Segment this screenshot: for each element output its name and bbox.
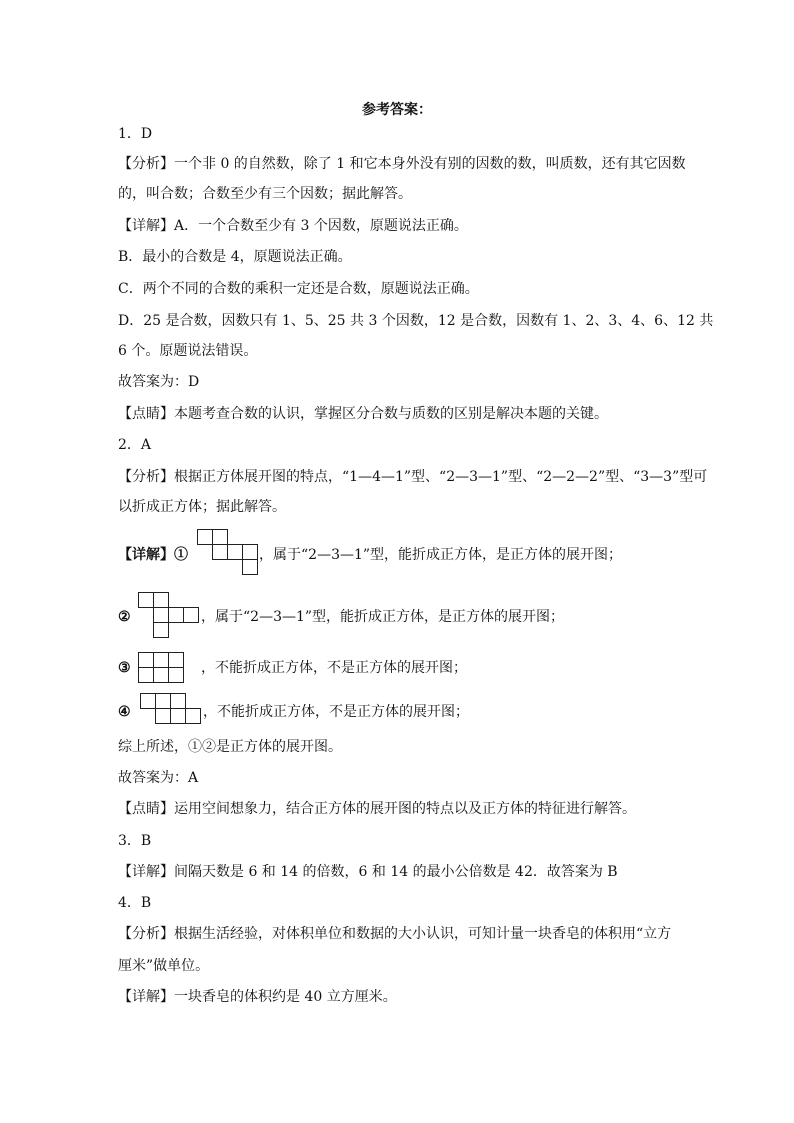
- answer-4-detail: 【详解】一块香皂的体积约是 40 立方厘米。: [118, 989, 397, 1005]
- answer-1-detail-d1: D．25 是合数，因数只有 1、5、25 共 3 个因数，12 是合数，因数有 1、2、3、4、6、12 共: [118, 313, 714, 329]
- net-1-text: ，属于“2—3—1”型，能折成正方体，是正方体的展开图；: [259, 547, 623, 563]
- net-3-text: ，不能折成正方体，不是正方体的展开图；: [201, 660, 467, 676]
- answer-1-analysis-b: 的，叫合数；合数至少有三个因数；据此解答。: [118, 186, 412, 202]
- cube-net-1-diagram: [197, 529, 259, 577]
- answer-2-number: 2．A: [118, 437, 152, 453]
- answer-1-detail-c: C．两个不同的合数的乘积一定还是合数，原题说法正确。: [118, 281, 479, 297]
- answer-1-detail-a: 【详解】A．一个合数至少有 3 个因数，原题说法正确。: [118, 218, 468, 234]
- answer-2-analysis-a: 【分析】根据正方体展开图的特点，“1—4—1”型、“2—3—1”型、“2—2—2”型、“3—3”型可: [118, 469, 708, 485]
- answer-2-summary: 综上所述，①②是正方体的展开图。: [118, 739, 342, 755]
- answer-1-analysis-a: 【分析】一个非 0 的自然数，除了 1 和它本身外没有别的因数的数，叫质数，还有其它因数: [118, 156, 686, 172]
- net-2-prefix: ②: [118, 609, 131, 625]
- net-4-text: ，不能折成正方体，不是正方体的展开图；: [203, 704, 469, 720]
- answer-3-detail: 【详解】间隔天数是 6 和 14 的倍数，6 和 14 的最小公倍数是 42．故答案为 B: [118, 864, 618, 880]
- net-3-prefix: ③: [118, 660, 131, 676]
- answer-2-result: 故答案为：A: [118, 770, 199, 786]
- answer-3-number: 3．B: [118, 833, 152, 849]
- net-2-text: ，属于“2—3—1”型，能折成正方体，是正方体的展开图；: [201, 609, 565, 625]
- answer-4-number: 4．B: [118, 895, 152, 911]
- answer-2-comment: 【点睛】运用空间想象力，结合正方体的展开图的特点以及正方体的特征进行解答。: [118, 801, 636, 817]
- answer-1-result: 故答案为：D: [118, 374, 200, 390]
- answer-4-analysis-a: 【分析】根据生活经验，对体积单位和数据的大小认识，可知计量一块香皂的体积用“立方: [118, 926, 672, 942]
- cube-net-2-diagram: [138, 592, 200, 640]
- net-1-prefix: 【详解】①: [118, 547, 188, 563]
- answer-1-number: 1．D: [118, 126, 153, 142]
- answer-4-analysis-b: 厘米”做单位。: [118, 958, 210, 974]
- answer-1-detail-d2: 6 个。原题说法错误。: [118, 343, 258, 359]
- cube-net-4-diagram: [140, 693, 202, 725]
- answer-1-comment: 【点睛】本题考查合数的认识，掌握区分合数与质数的区别是解决本题的关键。: [118, 406, 608, 422]
- answer-1-detail-b: B．最小的合数是 4，原题说法正确。: [118, 249, 352, 265]
- answer-2-analysis-b: 以折成正方体；据此解答。: [118, 499, 286, 515]
- cube-net-3-diagram: [138, 652, 200, 684]
- net-4-prefix: ④: [118, 704, 131, 720]
- page-title: 参考答案：: [362, 102, 432, 118]
